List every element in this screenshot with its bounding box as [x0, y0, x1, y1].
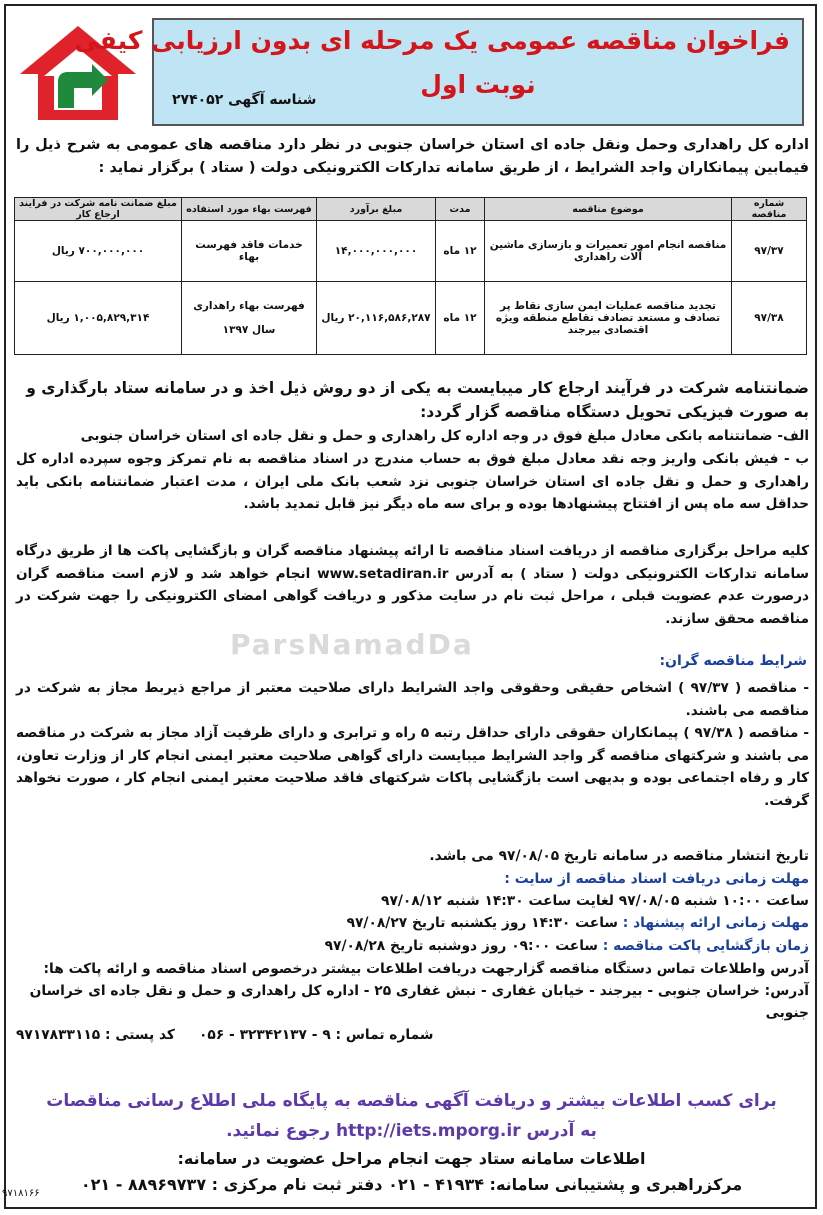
postal-code: کد پستی : ۹۷۱۷۸۳۳۱۱۵ [16, 1027, 175, 1043]
opening-label: زمان بازگشایی پاکت مناقصه : [602, 938, 809, 954]
col-duration: مدت [436, 198, 485, 221]
side-code: ۹۷۱۸۱۶۶ [2, 1188, 40, 1199]
footer-line3: اطلاعات سامانه ستاد جهت انجام مراحل عضویت در سامانه: [177, 1149, 646, 1168]
offer-deadline-label: مهلت زمانی ارائه پیشنهاد : [622, 915, 809, 931]
docs-deadline-value: ساعت ۱۰:۰۰ شنبه ۹۷/۰۸/۰۵ لغایت ساعت ۱۴:۳۰ شنبه ۹۷/۰۸/۱۲ [381, 893, 809, 909]
intro-paragraph: اداره کل راهداری وحمل ونقل جاده ای استان خراسان جنوبی در نظر دارد مناقصه های عمومی به شرح ذیل را فیمابین پیمانکاران واجد الشرایط ، از طریق سامانه تدارکات الکترونیکی دولت ( ستاد ) برگزار نماید : [16, 137, 809, 176]
col-subject: موضوع مناقصه [485, 198, 732, 221]
tender-table [14, 197, 807, 355]
price-list-line1: فهرست بهاء راهداری [193, 300, 305, 312]
phone: شماره تماس : ۹ - ۳۲۳۴۲۱۳۷ - ۰۵۶ [198, 1027, 434, 1043]
offer-deadline-value: ساعت ۱۴:۳۰ روز یکشنبه تاریخ ۹۷/۰۸/۲۷ [346, 915, 618, 931]
table-header-row [15, 198, 807, 221]
offer-deadline [16, 912, 809, 934]
contact-numbers [16, 1024, 433, 1046]
col-guarantee: مبلغ ضمانت نامه شرکت در فرآیند ارجاع کار [15, 198, 182, 221]
col-estimate: مبلغ برآورد [317, 198, 436, 221]
cell-price-list: خدمات فاقد فهرست بهاء [182, 221, 317, 282]
contact-intro: آدرس واطلاعات تماس دستگاه مناقصه گزارجهت دریافت اطلاعات بیشتر درخصوص اسناد مناقصه و ارائه پاکت ها: [43, 961, 809, 977]
footer-line2: به آدرس http://iets.mporg.ir رجوع نمائید. [226, 1121, 597, 1141]
conditions-heading: شرایط مناقصه گران: [659, 653, 807, 669]
cell-duration: ۱۲ ماه [436, 221, 485, 282]
guarantee-option-a: الف- ضمانتنامه بانکی معادل مبلغ فوق در وجه اداره کل راهداری و حمل و نقل جاده ای استان خراسان جنوبی [80, 428, 809, 444]
price-list-line2: سال ۱۳۹۷ [222, 324, 276, 336]
opening-value: ساعت ۰۹:۰۰ روز دوشنبه تاریخ ۹۷/۰۸/۲۸ [324, 938, 598, 954]
ad-id: شناسه آگهی ۲۷۴۰۵۲ [172, 92, 317, 108]
cell-estimate: ۲۰,۱۱۶,۵۸۶,۲۸۷ ریال [317, 282, 436, 355]
cell-subject: مناقصه انجام امور تعمیرات و بازسازی ماشین آلات راهداری [485, 221, 732, 282]
cell-guarantee: ۷۰۰,۰۰۰,۰۰۰ ریال [15, 221, 182, 282]
tender-title: فراخوان مناقصه عمومی یک مرحله ای بدون ارزیابی کیفی [74, 26, 790, 55]
cell-estimate: ۱۴,۰۰۰,۰۰۰,۰۰۰ [317, 221, 436, 282]
tender-round: نوبت اول [420, 70, 536, 99]
condition-item: - مناقصه ( ۹۷/۳۸ ) پیمانکاران حقوقی دارای حداقل رتبه ۵ راه و ترابری و دارای ظرفیت آزاد مجاز به شرکت در مناقصه می باشند و شرکتهای مناقصه گر واجد الشرایط میبایست دارای گواهی صلاحیت معتبر ایمنی انجام کار از وزارت تعاون، کار و رفاه اجتماعی بوده و بدیهی است بازگشایی پاکات شرکتهای فاقد صلاحیت معتبر ایمنی انجام کار ، صورت نخواهد گرفت. [16, 725, 809, 809]
opening-time [16, 935, 809, 957]
col-price-list: فهرست بهاء مورد استفاده [182, 198, 317, 221]
cell-subject: تجدید مناقصه عملیات ایمن سازی نقاط پر تصادف و مستعد تصادف تقاطع منطقه ویژه اقتصادی بیرجند [485, 282, 732, 355]
cell-number: ۹۷/۳۸ [732, 282, 807, 355]
header-banner [74, 18, 804, 126]
guarantee-option-b: ب - فیش بانکی واریز وجه نقد معادل مبلغ فوق به حساب مندرج در اسناد مناقصه به نام تمرکز وجوه سپرده اداره کل راهداری و حمل و نقل جاده ای استان خراسان جنوبی نزد شعب بانک ملی ایران ، مدت اعتبار ضمانتنامه بانکی باید حداقل سه ماه پس از افتتاح پیشنهادها بوده و برای سه ماه دیگر نیز قابل تمدید باشد. [16, 451, 809, 513]
table-row [15, 282, 807, 355]
process-paragraph: کلیه مراحل برگزاری مناقصه از دریافت اسناد مناقصه تا ارائه پیشنهاد مناقصه گران و بازگشایی پاکت ها از طریق درگاه سامانه تدارکات الکترونیکی دولت ( ستاد ) به آدرس www.setadiran.ir انجام خواهد شد و لازم است مناقصه گران درصورت عدم عضویت قبلی ، مراحل ثبت نام در سایت مذکور و دریافت گواهی امضای الکترونیکی را جهت شرکت در مناقصه محقق سازند. [16, 543, 809, 627]
watermark: ParsNamadDa [230, 628, 474, 661]
address: آدرس: خراسان جنوبی - بیرجند - خیابان غفاری - نبش غفاری ۲۵ - اداره کل راهداری و حمل و نقل جاده ای خراسان جنوبی [29, 983, 809, 1021]
docs-deadline-label: مهلت زمانی دریافت اسناد مناقصه از سایت : [504, 871, 809, 887]
footer-line1: برای کسب اطلاعات بیشتر و دریافت آگهی مناقصه به پایگاه ملی اطلاع رسانی مناقصات [46, 1091, 777, 1111]
footer [14, 1086, 809, 1208]
col-number: شماره مناقصه [732, 198, 807, 221]
cell-number: ۹۷/۳۷ [732, 221, 807, 282]
publish-date: تاریخ انتشار مناقصه در سامانه تاریخ ۹۷/۰۸/۰۵ می باشد. [429, 848, 809, 864]
footer-line4: مرکزراهبری و پشتیبانی سامانه: ۴۱۹۳۴ - ۰۲۱ دفتر ثبت نام مرکزی : ۸۸۹۶۹۷۳۷ - ۰۲۱ [80, 1175, 743, 1194]
guarantee-heading: ضمانتنامه شرکت در فرآیند ارجاع کار میبایست به یکی از دو روش ذیل اخذ و در سامانه ستاد بارگذاری و به صورت فیزیکی تحویل دستگاه مناقصه گزار گردد: [26, 379, 809, 421]
cell-price-list [182, 282, 317, 355]
condition-item: - مناقصه ( ۹۷/۳۷ ) اشخاص حقیقی وحقوقی واجد الشرایط دارای صلاحیت معتبر از مراجع ذیربط مجاز به شرکت در مناقصه می باشند. [16, 680, 809, 719]
table-row [15, 221, 807, 282]
cell-duration: ۱۲ ماه [436, 282, 485, 355]
cell-guarantee: ۱,۰۰۵,۸۲۹,۳۱۴ ریال [15, 282, 182, 355]
